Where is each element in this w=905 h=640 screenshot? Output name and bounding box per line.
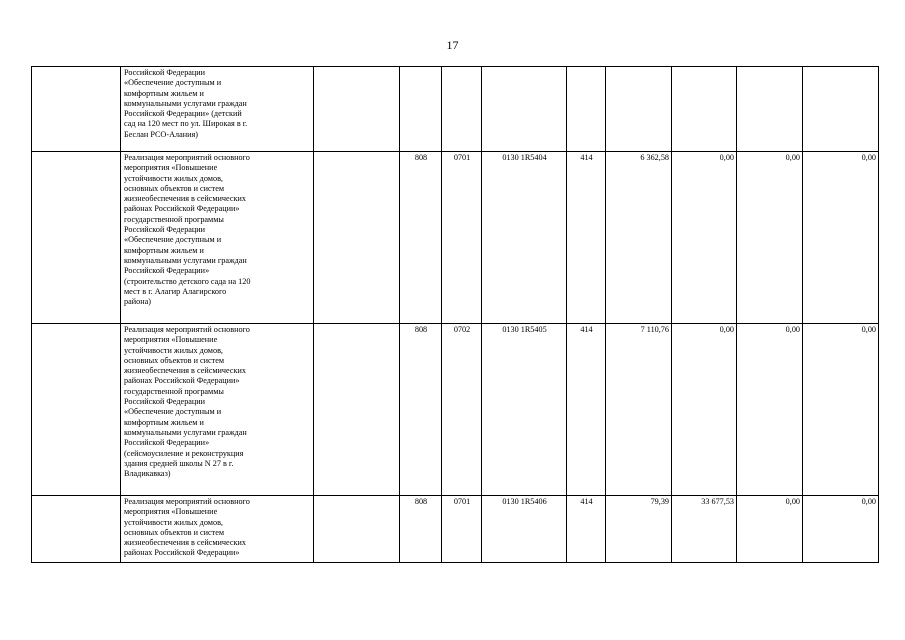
description-cell: Реализация мероприятий основного мероприятия «Повышение устойчивости жилых домов, основных объектов и систем жизнеобеспечения в сейсмических районах Российской Федерации» государственной программы Российской Федерации «Обеспечение доступным и комфортным жильем и коммунальными услугами граждан Российской Федерации» (строительство детского сада на 120 мест в г. Алагир Алагирского района) bbox=[121, 152, 314, 324]
amount-cell: 0,00 bbox=[803, 496, 879, 563]
amount-cell bbox=[737, 67, 803, 152]
target-cell: 0130 1R5405 bbox=[482, 324, 567, 496]
expense-type-cell: 414 bbox=[567, 152, 606, 324]
section-cell: 0701 bbox=[442, 152, 482, 324]
amount-cell: 0,00 bbox=[803, 324, 879, 496]
blank-cell bbox=[32, 152, 121, 324]
table-row bbox=[32, 496, 879, 563]
table-row bbox=[32, 152, 879, 324]
page-number: 17 bbox=[446, 38, 459, 52]
blank-cell bbox=[314, 67, 400, 152]
table-row bbox=[32, 324, 879, 496]
blank-cell bbox=[314, 496, 400, 563]
table-row bbox=[32, 67, 879, 152]
target-cell bbox=[482, 67, 567, 152]
section-cell bbox=[442, 67, 482, 152]
amount-cell: 0,00 bbox=[737, 496, 803, 563]
amount-cell: 0,00 bbox=[672, 152, 737, 324]
description-cell: Реализация мероприятий основного мероприятия «Повышение устойчивости жилых домов, основных объектов и систем жизнеобеспечения в сейсмических районах Российской Федерации» bbox=[121, 496, 314, 563]
amount-cell bbox=[672, 67, 737, 152]
description-cell: Реализация мероприятий основного мероприятия «Повышение устойчивости жилых домов, основных объектов и систем жизнеобеспечения в сейсмических районах Российской Федерации» государственной программы Российской Федерации «Обеспечение доступным и комфортным жильем и коммунальными услугами граждан Российской Федерации» (сейсмоусиление и реконструкция здания средней школы N 27 в г. Владикавказ) bbox=[121, 324, 314, 496]
amount-cell: 0,00 bbox=[803, 152, 879, 324]
target-cell: 0130 1R5404 bbox=[482, 152, 567, 324]
budget-table bbox=[31, 66, 879, 563]
ministry-cell: 808 bbox=[400, 496, 442, 563]
blank-cell bbox=[32, 67, 121, 152]
ministry-cell bbox=[400, 67, 442, 152]
expense-type-cell bbox=[567, 67, 606, 152]
section-cell: 0701 bbox=[442, 496, 482, 563]
expense-type-cell: 414 bbox=[567, 496, 606, 563]
blank-cell bbox=[314, 324, 400, 496]
target-cell: 0130 1R5406 bbox=[482, 496, 567, 563]
section-cell: 0702 bbox=[442, 324, 482, 496]
blank-cell bbox=[32, 324, 121, 496]
ministry-cell: 808 bbox=[400, 152, 442, 324]
amount-cell: 0,00 bbox=[737, 152, 803, 324]
expense-type-cell: 414 bbox=[567, 324, 606, 496]
amount-cell: 0,00 bbox=[672, 324, 737, 496]
ministry-cell: 808 bbox=[400, 324, 442, 496]
blank-cell bbox=[314, 152, 400, 324]
description-cell: Российской Федерации «Обеспечение доступным и комфортным жильем и коммунальными услугами граждан Российской Федерации» (детский сад на 120 мест по ул. Широкая в г. Беслан РСО-Алания) bbox=[121, 67, 314, 152]
amount-cell bbox=[606, 67, 672, 152]
amount-cell: 6 362,58 bbox=[606, 152, 672, 324]
amount-cell bbox=[803, 67, 879, 152]
amount-cell: 33 677,53 bbox=[672, 496, 737, 563]
blank-cell bbox=[32, 496, 121, 563]
amount-cell: 79,39 bbox=[606, 496, 672, 563]
amount-cell: 7 110,76 bbox=[606, 324, 672, 496]
amount-cell: 0,00 bbox=[737, 324, 803, 496]
